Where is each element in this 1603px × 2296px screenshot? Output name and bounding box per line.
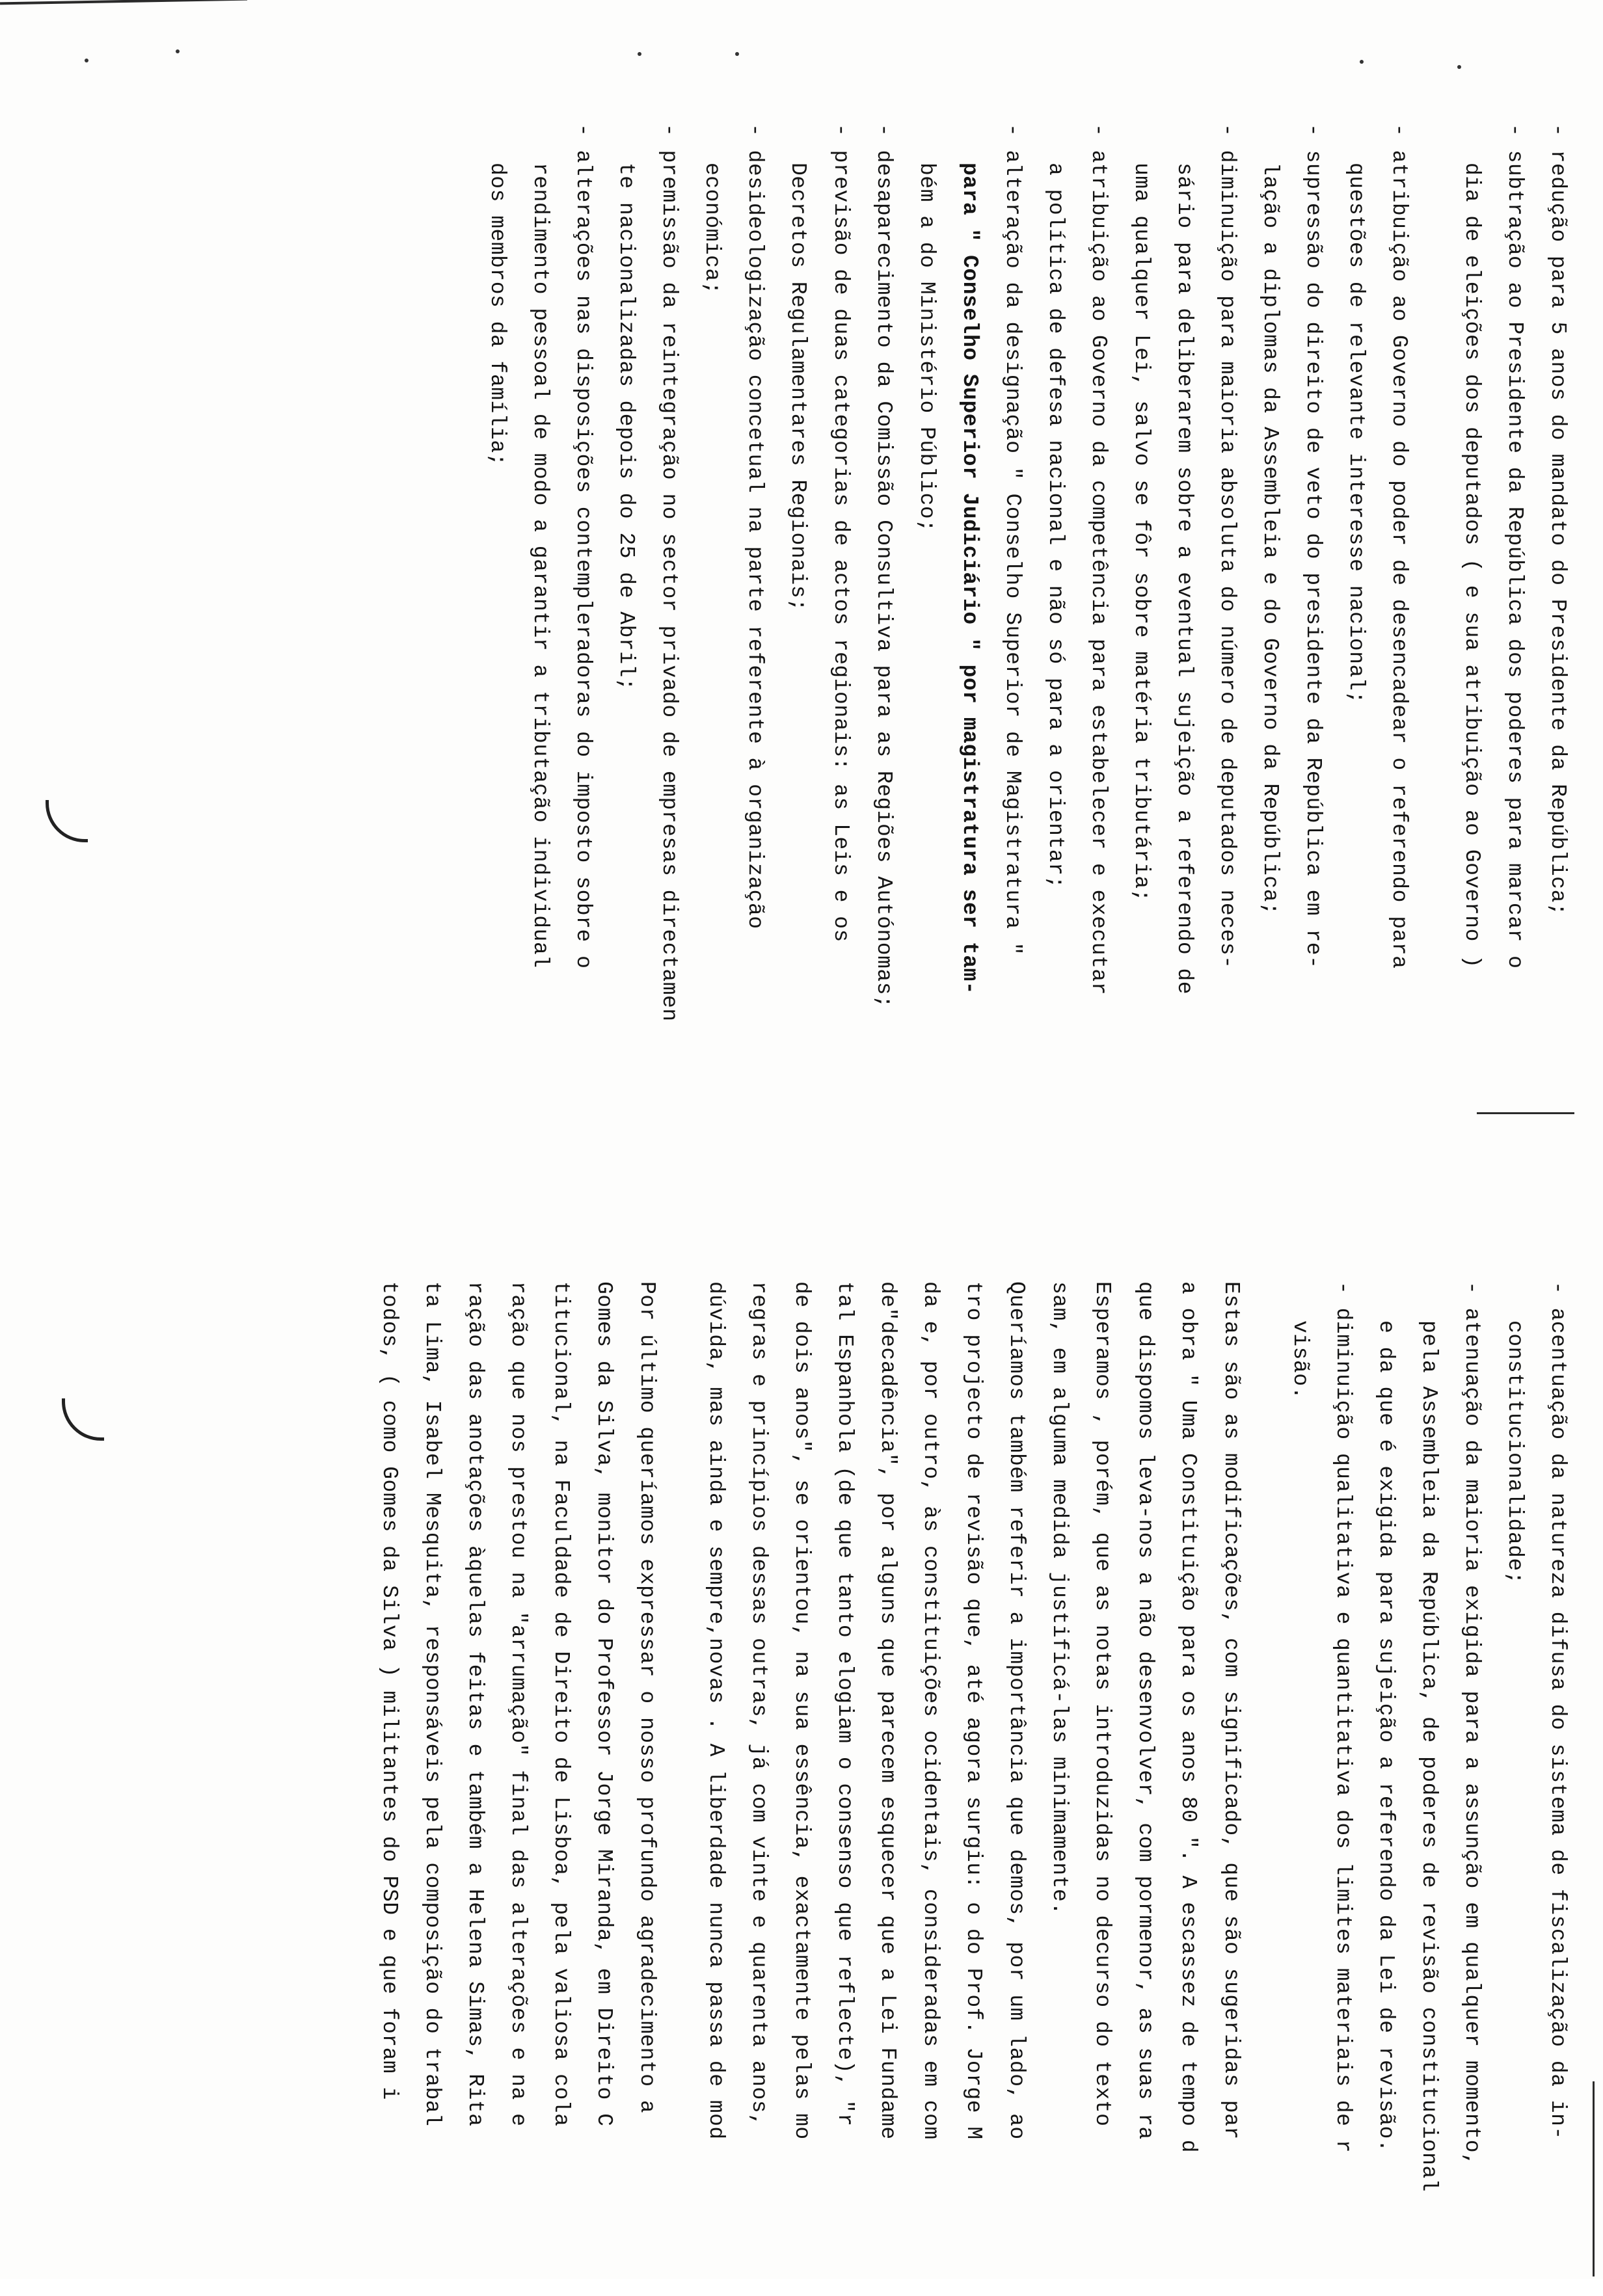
text-line: pela Assembleia da República, de poderes de revisão constitucional	[1417, 1320, 1441, 2193]
text-line: tro projecto de revisão que, até agora surgiu: o do Prof. Jorge M	[962, 1281, 986, 2140]
text-line: - alteração da designação " Conselho Superior de Magistratura "	[1001, 124, 1025, 956]
text-line: sário para deliberarem sobre a eventual sujeição a referendo de	[1172, 163, 1196, 995]
text-line: - atenuação da maioria exigida para a assunção em qualquer momento,	[1460, 1281, 1484, 2167]
text-line: sam, em alguma medida justificá-las minimamente.	[1047, 1281, 1071, 1916]
text-line: económica;	[700, 163, 724, 295]
text-line: dos membros da família;	[485, 163, 509, 466]
text-line: - previsão de duas categorias de actos regionais: as Leis e os	[829, 124, 853, 942]
text-line: de"decadência", por alguns que parecem esquecer que a Lei Fundame	[876, 1281, 900, 2140]
text-line: - desaparecimento da Comissão Consultiva para as Regiões Autónomas;	[872, 124, 896, 1009]
text-line: Estas são as modificações, com significado, que são sugeridas par	[1219, 1281, 1243, 2140]
text-line: rendimento pessoal de modo a garantir a tributação individual	[528, 163, 552, 968]
text-line: - supressão do direito de veto do presidente da República em re-	[1301, 124, 1325, 969]
text-line: a política de defesa nacional e não só para a orientar;	[1044, 163, 1068, 889]
text-line: a obra " Uma Constituição para os anos 80 ". A escassez de tempo d	[1176, 1281, 1200, 2154]
text-line: lação a diplomas da Assembleia e do Governo da República;	[1258, 163, 1282, 916]
text-line: da e, por outro, às constituições ocidentais, consideradas em com	[919, 1281, 943, 2140]
text-line: Gomes da Silva, monitor do Professor Jorge Miranda, em Direito C	[592, 1281, 616, 2127]
text-line: - acentuação da natureza difusa do sistema de fiscalização da in-	[1546, 1281, 1570, 2140]
text-line: uma qualquer Lei, salvo se fôr sobre matéria tributária;	[1129, 163, 1153, 902]
text-line: Esperamos , porém, que as notas introduzidas no decurso do texto	[1090, 1281, 1114, 2127]
text-line: dia de eleições dos deputados ( e sua atribuição ao Governo )	[1460, 163, 1484, 968]
text-line: e da que é exigida para sujeição a referendo da Lei de revisão.	[1374, 1320, 1398, 2153]
scan-edge-mark-top	[0, 0, 247, 5]
text-line: constitucionalidade;	[1503, 1320, 1527, 1585]
text-line: - diminuição para maioria absoluta do número de deputados neces-	[1215, 124, 1239, 969]
text-line: - atribuição ao Governo da competência para estabelecer e executar	[1086, 124, 1111, 996]
text-line: Por último queríamos expressar o nosso profundo agradecimento a	[635, 1281, 659, 2114]
text-line: - diminuição qualitativa e quantitativa dos limites materiais de r	[1331, 1281, 1355, 2154]
text-line: visão.	[1288, 1320, 1312, 1400]
rotated-text-block	[35, 39, 1570, 2250]
scan-edge-mark-bottom	[1593, 2081, 1595, 2276]
text-line: Queríamos também referir a importância que demos, por um lado, ao	[1004, 1281, 1029, 2140]
text-line: te nacionalizadas depois do 25 de Abril;	[614, 163, 638, 691]
text-line: regras e princípios dessas outras, já com vinte e quarenta anos,	[747, 1281, 771, 2127]
text-line: de dois anos", se orientou, na sua essência, exactamente pelas mo	[790, 1281, 814, 2140]
right-column	[35, 1281, 1570, 2296]
text-line: - atribuição ao Governo do poder de desencadear o referendo para	[1387, 124, 1411, 969]
text-line: ração das anotações àquelas feitas e também a Helena Simas, Rita	[463, 1281, 487, 2127]
text-line: - desideologização concetual na parte referente à organização	[743, 124, 767, 929]
text-line: para " Conselho Superior Judiciário " por magistratura ser tam-	[958, 163, 982, 995]
text-line: - redução para 5 anos do mandato do Presidente da República;	[1546, 124, 1570, 916]
text-line: ta Lima, Isabel Mesquita, responsáveis pela composição do trabal	[420, 1281, 444, 2127]
text-line: que dispomos leva-nos a não desenvolver, com pormenor, as suas ra	[1133, 1281, 1157, 2140]
text-line: titucional, na Faculdade de Direito de Lisboa, pela valiosa cola	[549, 1281, 573, 2127]
text-line: - premissão da reintegração no sector privado de empresas directamen	[657, 124, 681, 1022]
text-line: bém a do Ministério Público;	[915, 163, 939, 533]
text-line: todos, ( como Gomes da Silva ) militantes do PSD e que foram i	[377, 1281, 401, 2100]
text-line: dúvida, mas ainda e sempre,novas . A liberdade nunca passa de mod	[704, 1281, 728, 2140]
text-line: tal Espanhola (de que tanto elogiam o consenso que reflecte), "r	[833, 1281, 857, 2127]
text-line: questões de relevante interesse nacional;	[1344, 163, 1368, 704]
text-line: ração que nos prestou na "arrumação" final das alterações e na e	[506, 1281, 530, 2127]
text-line: Decretos Regulamentares Regionais;	[786, 163, 810, 612]
text-line: - subtração ao Presidente da República dos poderes para marcar o	[1503, 124, 1527, 969]
text-line: - alterações nas disposições contempleradoras do imposto sobre o	[571, 124, 595, 969]
